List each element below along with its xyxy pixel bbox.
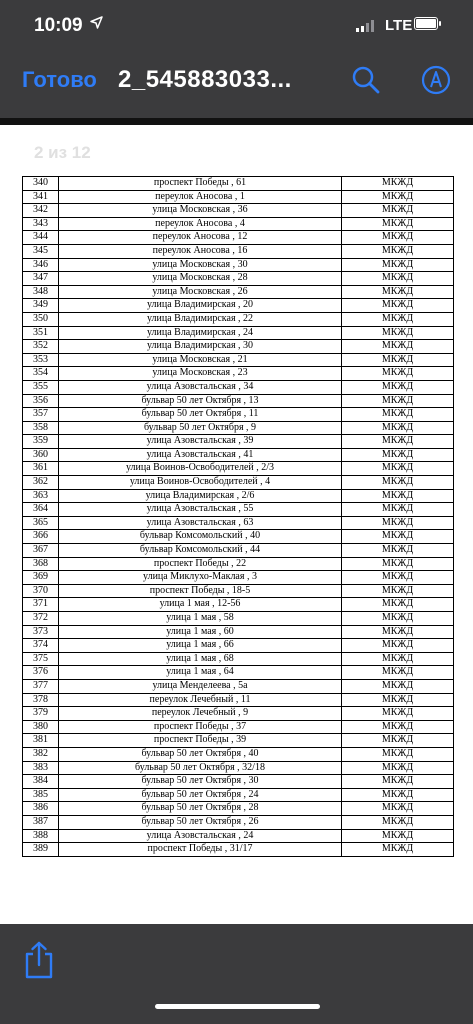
organization-cell: МКЖД xyxy=(342,788,454,802)
organization-cell: МКЖД xyxy=(342,190,454,204)
organization-cell: МКЖД xyxy=(342,666,454,680)
address-cell: улица 1 мая , 66 xyxy=(59,639,342,653)
table-row xyxy=(23,734,454,748)
table-row xyxy=(23,747,454,761)
table-row xyxy=(23,666,454,680)
organization-cell: МКЖД xyxy=(342,285,454,299)
row-number-cell: 385 xyxy=(23,788,59,802)
table-row xyxy=(23,761,454,775)
row-number-cell: 355 xyxy=(23,380,59,394)
address-cell: проспект Победы , 18-5 xyxy=(59,584,342,598)
address-cell: проспект Победы , 37 xyxy=(59,720,342,734)
table-row xyxy=(23,557,454,571)
row-number-cell: 354 xyxy=(23,367,59,381)
table-row xyxy=(23,448,454,462)
address-cell: улица Московская , 26 xyxy=(59,285,342,299)
organization-cell: МКЖД xyxy=(342,326,454,340)
cellular-signal-icon xyxy=(356,20,376,32)
address-cell: бульвар 50 лет Октября , 32/18 xyxy=(59,761,342,775)
row-number-cell: 379 xyxy=(23,707,59,721)
row-number-cell: 375 xyxy=(23,652,59,666)
table-row xyxy=(23,720,454,734)
address-cell: бульвар 50 лет Октября , 40 xyxy=(59,747,342,761)
row-number-cell: 340 xyxy=(23,177,59,191)
row-number-cell: 380 xyxy=(23,720,59,734)
address-cell: бульвар 50 лет Октября , 26 xyxy=(59,815,342,829)
address-cell: бульвар Комсомольский , 44 xyxy=(59,544,342,558)
address-cell: улица Воинов-Освободителей , 2/3 xyxy=(59,462,342,476)
organization-cell: МКЖД xyxy=(342,571,454,585)
address-cell: улица Менделеева , 5а xyxy=(59,679,342,693)
address-cell: улица Миклухо-Маклая , 3 xyxy=(59,571,342,585)
row-number-cell: 350 xyxy=(23,312,59,326)
organization-cell: МКЖД xyxy=(342,231,454,245)
row-number-cell: 381 xyxy=(23,734,59,748)
organization-cell: МКЖД xyxy=(342,516,454,530)
table-row xyxy=(23,584,454,598)
document-page[interactable] xyxy=(0,118,473,1014)
organization-cell: МКЖД xyxy=(342,652,454,666)
row-number-cell: 370 xyxy=(23,584,59,598)
organization-cell: МКЖД xyxy=(342,448,454,462)
address-cell: проспект Победы , 61 xyxy=(59,177,342,191)
organization-cell: МКЖД xyxy=(342,734,454,748)
row-number-cell: 384 xyxy=(23,775,59,789)
address-cell: переулок Лечебный , 11 xyxy=(59,693,342,707)
table-row xyxy=(23,190,454,204)
organization-cell: МКЖД xyxy=(342,177,454,191)
address-cell: улица Владимирская , 30 xyxy=(59,340,342,354)
table-row xyxy=(23,571,454,585)
organization-cell: МКЖД xyxy=(342,272,454,286)
row-number-cell: 369 xyxy=(23,571,59,585)
table-row xyxy=(23,639,454,653)
organization-cell: МКЖД xyxy=(342,394,454,408)
organization-cell: МКЖД xyxy=(342,312,454,326)
table-row xyxy=(23,503,454,517)
address-cell: улица Азовстальская , 41 xyxy=(59,448,342,462)
address-cell: улица Московская , 23 xyxy=(59,367,342,381)
organization-cell: МКЖД xyxy=(342,204,454,218)
address-cell: улица 1 мая , 68 xyxy=(59,652,342,666)
organization-cell: МКЖД xyxy=(342,353,454,367)
table-row xyxy=(23,693,454,707)
row-number-cell: 346 xyxy=(23,258,59,272)
table-row xyxy=(23,312,454,326)
row-number-cell: 362 xyxy=(23,476,59,490)
organization-cell: МКЖД xyxy=(342,340,454,354)
row-number-cell: 347 xyxy=(23,272,59,286)
organization-cell: МКЖД xyxy=(342,612,454,626)
address-cell: улица 1 мая , 12-56 xyxy=(59,598,342,612)
table-row xyxy=(23,299,454,313)
table-row xyxy=(23,476,454,490)
address-cell: бульвар 50 лет Октября , 24 xyxy=(59,788,342,802)
row-number-cell: 349 xyxy=(23,299,59,313)
row-number-cell: 383 xyxy=(23,761,59,775)
address-cell: бульвар 50 лет Октября , 11 xyxy=(59,408,342,422)
address-cell: проспект Победы , 22 xyxy=(59,557,342,571)
row-number-cell: 343 xyxy=(23,217,59,231)
row-number-cell: 372 xyxy=(23,612,59,626)
organization-cell: МКЖД xyxy=(342,843,454,857)
home-indicator xyxy=(155,1004,320,1009)
organization-cell: МКЖД xyxy=(342,503,454,517)
table-row xyxy=(23,204,454,218)
battery-tip xyxy=(439,21,441,26)
address-cell: улица Азовстальская , 55 xyxy=(59,503,342,517)
table-row xyxy=(23,598,454,612)
organization-cell: МКЖД xyxy=(342,258,454,272)
address-cell: улица Воинов-Освободителей , 4 xyxy=(59,476,342,490)
address-cell: улица Азовстальская , 24 xyxy=(59,829,342,843)
table-row xyxy=(23,367,454,381)
address-cell: улица Владимирская , 22 xyxy=(59,312,342,326)
address-cell: переулок Аносова , 4 xyxy=(59,217,342,231)
row-number-cell: 353 xyxy=(23,353,59,367)
table-row xyxy=(23,258,454,272)
row-number-cell: 374 xyxy=(23,639,59,653)
organization-cell: МКЖД xyxy=(342,435,454,449)
row-number-cell: 367 xyxy=(23,544,59,558)
organization-cell: МКЖД xyxy=(342,244,454,258)
table-row xyxy=(23,612,454,626)
table-row xyxy=(23,340,454,354)
table-row xyxy=(23,544,454,558)
table-row xyxy=(23,285,454,299)
table-row xyxy=(23,625,454,639)
organization-cell: МКЖД xyxy=(342,544,454,558)
address-cell: проспект Победы , 39 xyxy=(59,734,342,748)
row-number-cell: 361 xyxy=(23,462,59,476)
organization-cell: МКЖД xyxy=(342,408,454,422)
address-cell: бульвар Комсомольский , 40 xyxy=(59,530,342,544)
address-cell: бульвар 50 лет Октября , 30 xyxy=(59,775,342,789)
row-number-cell: 342 xyxy=(23,204,59,218)
navigation-bar xyxy=(0,50,473,112)
status-bar xyxy=(0,0,473,50)
row-number-cell: 348 xyxy=(23,285,59,299)
location-arrow-icon xyxy=(90,16,103,29)
address-cell: улица Азовстальская , 39 xyxy=(59,435,342,449)
organization-cell: МКЖД xyxy=(342,557,454,571)
table-row xyxy=(23,516,454,530)
table-row xyxy=(23,530,454,544)
table-row xyxy=(23,802,454,816)
address-cell: улица Владимирская , 2/6 xyxy=(59,489,342,503)
network-type: LTE xyxy=(385,17,413,34)
row-number-cell: 358 xyxy=(23,421,59,435)
markup-pen-icon[interactable] xyxy=(420,64,452,96)
organization-cell: МКЖД xyxy=(342,421,454,435)
row-number-cell: 389 xyxy=(23,843,59,857)
table-row xyxy=(23,394,454,408)
address-cell: проспект Победы , 31/17 xyxy=(59,843,342,857)
organization-cell: МКЖД xyxy=(342,639,454,653)
organization-cell: МКЖД xyxy=(342,707,454,721)
address-cell: улица 1 мая , 58 xyxy=(59,612,342,626)
address-cell: улица Московская , 36 xyxy=(59,204,342,218)
table-row xyxy=(23,462,454,476)
address-cell: улица 1 мая , 60 xyxy=(59,625,342,639)
organization-cell: МКЖД xyxy=(342,829,454,843)
row-number-cell: 352 xyxy=(23,340,59,354)
row-number-cell: 356 xyxy=(23,394,59,408)
organization-cell: МКЖД xyxy=(342,802,454,816)
address-cell: переулок Аносова , 12 xyxy=(59,231,342,245)
row-number-cell: 376 xyxy=(23,666,59,680)
row-number-cell: 387 xyxy=(23,815,59,829)
row-number-cell: 366 xyxy=(23,530,59,544)
status-time: 10:09 xyxy=(34,15,83,36)
search-icon[interactable] xyxy=(350,64,382,96)
address-cell: улица Владимирская , 24 xyxy=(59,326,342,340)
row-number-cell: 364 xyxy=(23,503,59,517)
organization-cell: МКЖД xyxy=(342,299,454,313)
share-icon[interactable] xyxy=(22,940,56,980)
row-number-cell: 365 xyxy=(23,516,59,530)
organization-cell: МКЖД xyxy=(342,598,454,612)
row-number-cell: 357 xyxy=(23,408,59,422)
row-number-cell: 359 xyxy=(23,435,59,449)
row-number-cell: 373 xyxy=(23,625,59,639)
table-row xyxy=(23,272,454,286)
row-number-cell: 378 xyxy=(23,693,59,707)
row-number-cell: 386 xyxy=(23,802,59,816)
table-row xyxy=(23,843,454,857)
table-row xyxy=(23,380,454,394)
table-row xyxy=(23,489,454,503)
table-row xyxy=(23,679,454,693)
row-number-cell: 368 xyxy=(23,557,59,571)
organization-cell: МКЖД xyxy=(342,815,454,829)
row-number-cell: 382 xyxy=(23,747,59,761)
row-number-cell: 371 xyxy=(23,598,59,612)
address-cell: переулок Лечебный , 9 xyxy=(59,707,342,721)
row-number-cell: 344 xyxy=(23,231,59,245)
battery-icon xyxy=(414,17,438,30)
organization-cell: МКЖД xyxy=(342,747,454,761)
organization-cell: МКЖД xyxy=(342,489,454,503)
address-cell: улица Московская , 28 xyxy=(59,272,342,286)
address-cell: переулок Аносова , 1 xyxy=(59,190,342,204)
table-row xyxy=(23,829,454,843)
address-cell: бульвар 50 лет Октября , 9 xyxy=(59,421,342,435)
organization-cell: МКЖД xyxy=(342,380,454,394)
address-cell: бульвар 50 лет Октября , 28 xyxy=(59,802,342,816)
table-row xyxy=(23,244,454,258)
organization-cell: МКЖД xyxy=(342,625,454,639)
organization-cell: МКЖД xyxy=(342,462,454,476)
document-title: 2_545883033... xyxy=(118,66,292,93)
organization-cell: МКЖД xyxy=(342,584,454,598)
address-cell: улица 1 мая , 64 xyxy=(59,666,342,680)
row-number-cell: 377 xyxy=(23,679,59,693)
address-cell: бульвар 50 лет Октября , 13 xyxy=(59,394,342,408)
address-cell: переулок Аносова , 16 xyxy=(59,244,342,258)
address-cell: улица Азовстальская , 34 xyxy=(59,380,342,394)
row-number-cell: 360 xyxy=(23,448,59,462)
address-cell: улица Московская , 21 xyxy=(59,353,342,367)
table-row xyxy=(23,408,454,422)
table-row xyxy=(23,435,454,449)
organization-cell: МКЖД xyxy=(342,217,454,231)
row-number-cell: 363 xyxy=(23,489,59,503)
table-row xyxy=(23,353,454,367)
address-table xyxy=(22,176,454,857)
table-row xyxy=(23,775,454,789)
organization-cell: МКЖД xyxy=(342,476,454,490)
organization-cell: МКЖД xyxy=(342,679,454,693)
done-button[interactable]: Готово xyxy=(22,67,97,92)
organization-cell: МКЖД xyxy=(342,693,454,707)
organization-cell: МКЖД xyxy=(342,530,454,544)
address-cell: улица Московская , 30 xyxy=(59,258,342,272)
row-number-cell: 345 xyxy=(23,244,59,258)
address-cell: улица Азовстальская , 63 xyxy=(59,516,342,530)
table-row xyxy=(23,231,454,245)
organization-cell: МКЖД xyxy=(342,367,454,381)
address-cell: улица Владимирская , 20 xyxy=(59,299,342,313)
table-row xyxy=(23,421,454,435)
page-top-border xyxy=(0,118,473,125)
organization-cell: МКЖД xyxy=(342,720,454,734)
bottom-toolbar xyxy=(0,924,473,1024)
table-row xyxy=(23,815,454,829)
row-number-cell: 351 xyxy=(23,326,59,340)
organization-cell: МКЖД xyxy=(342,775,454,789)
table-row xyxy=(23,326,454,340)
row-number-cell: 341 xyxy=(23,190,59,204)
organization-cell: МКЖД xyxy=(342,761,454,775)
page-indicator: 2 из 12 xyxy=(34,143,91,162)
table-row xyxy=(23,217,454,231)
table-row xyxy=(23,177,454,191)
table-row xyxy=(23,707,454,721)
table-row xyxy=(23,788,454,802)
table-row xyxy=(23,652,454,666)
row-number-cell: 388 xyxy=(23,829,59,843)
